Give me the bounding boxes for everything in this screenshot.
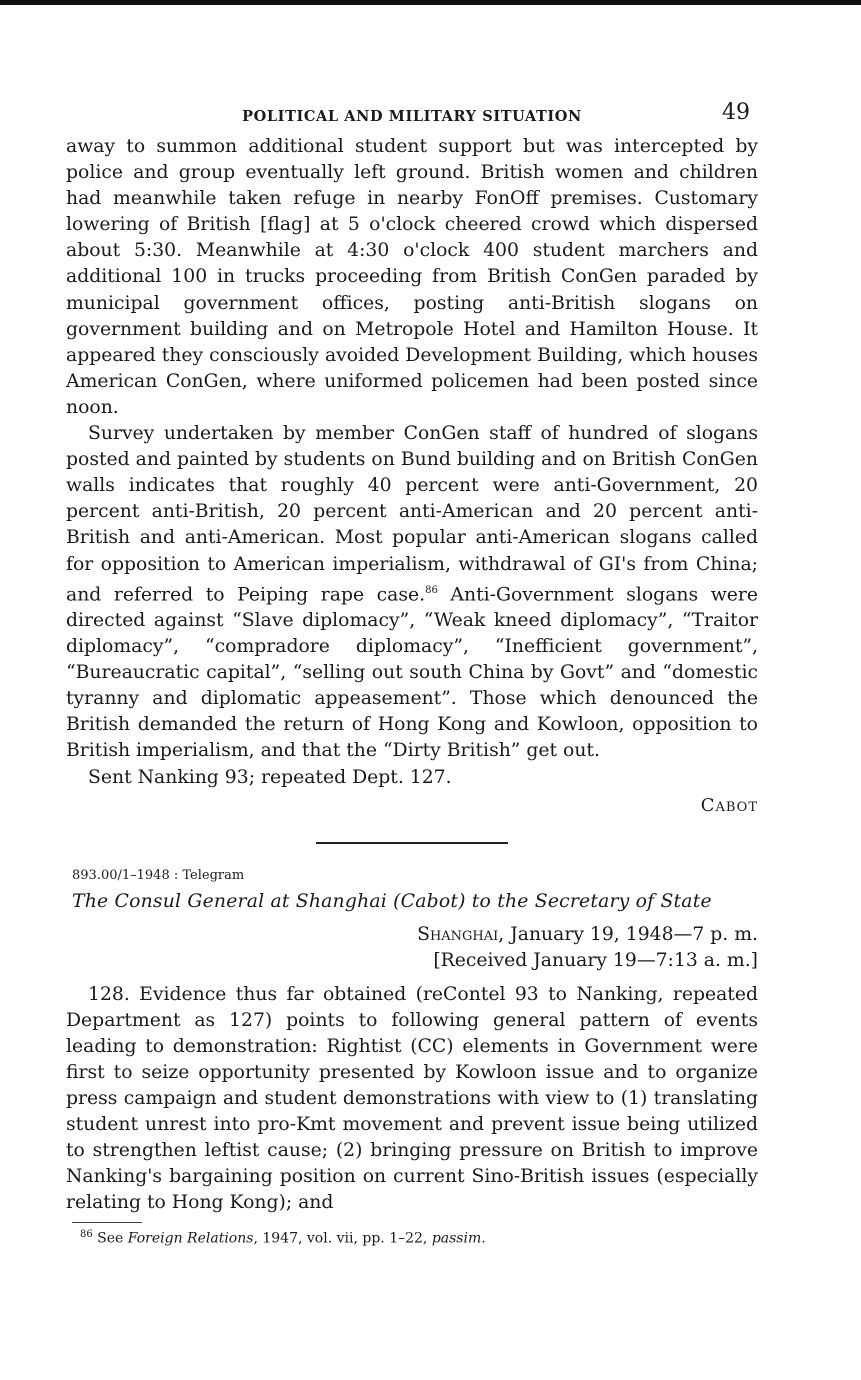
footnote-see: See <box>92 1231 128 1248</box>
top-border <box>0 0 861 5</box>
file-reference: 893.00/1–1948 : Telegram <box>72 867 245 883</box>
footnote-86 <box>80 1229 758 1247</box>
footnote-reference: 86 <box>425 584 438 596</box>
slogan-survey-text-continued: Anti-Government slogans were directed against “Slave diplomacy”, “Weak kneed diplomacy”, “Traitor diplomacy”, “compradore diplomacy”, “Inefficient government”, “Bureaucratic capital”, “selling out south China by Govt” and “domestic tyranny and diplomatic appeasement”. Those which denounced the British demanded the return of Hong Kong and Kowloon, opposition to British imperialism, and that the “Dirty British” get out. <box>66 583 758 762</box>
footnote-rule <box>72 1222 142 1223</box>
document-page <box>66 100 758 1247</box>
sent-date <box>66 922 758 948</box>
footnote-marker: 86 <box>80 1229 93 1241</box>
received-date: [Received January 19—7:13 a. m.] <box>433 949 758 971</box>
date-time: , January 19, 1948—7 p. m. <box>498 923 758 945</box>
paragraph-128: 128. Evidence thus far obtained (reContel 93 to Nanking, repeated Department as 127) points to following general pattern of events leading to demonstration: Rightist (CC) elements in Government were first to seize opportunity presented by Kowloon issue and to organize press campaign and student demonstrations with view to (1) translating student unrest into pro-Kmt movement and prevent issue being utilized to strengthen leftist cause; (2) bringing pressure on British to improve Nanking's bargaining position on current Sino-British issues (especially relating to Hong Kong); and <box>66 983 758 1214</box>
paragraph-slogan-survey <box>66 421 758 764</box>
running-head <box>66 100 758 134</box>
dateline <box>66 922 758 974</box>
running-head-title: POLITICAL AND MILITARY SITUATION <box>242 108 582 125</box>
section-separator <box>316 842 508 844</box>
signature: Cabot <box>700 794 758 816</box>
footnote-citation: , 1947, vol. vii, pp. 1–22, <box>253 1231 432 1248</box>
paragraph-continued: away to summon additional student support but was intercepted by police and group eventually left ground. British women and children had meanwhile taken refuge in nearby FonOff premises. Customary lowering of British [flag] at 5 o'clock cheered crowd which dispersed about 5:30. Meanwhile at 4:30 o'clock 400 student marchers and additional 100 in trucks proceeding from British ConGen paraded by municipal government offices, posting anti-British slogans on government building and on Metropole Hotel and Hamilton House. It appeared they consciously avoided Development Building, which houses American ConGen, where uniformed policemen had been posted since noon. <box>66 136 758 418</box>
footnote-source: Foreign Relations <box>127 1231 254 1248</box>
page-number: 49 <box>722 100 750 125</box>
paragraph-sent-note: Sent Nanking 93; repeated Dept. 127. <box>88 766 452 788</box>
telegram-title: The Consul General at Shanghai (Cabot) to the Secretary of State <box>72 890 712 912</box>
slogan-survey-text: Survey undertaken by member ConGen staff of hundred of slogans posted and painted by students on Bund building and on British ConGen walls indicates that roughly 40 percent were anti-Government, 20 percent anti-British, 20 percent anti-American and 20 percent anti-British and anti-American. Most popular anti-American slogans called for opposition to American imperialism, withdrawal of GI's from China; and referred to Peiping rape case. <box>66 423 758 605</box>
footnote-passim: passim. <box>431 1231 486 1248</box>
place-name: Shanghai <box>417 923 499 945</box>
